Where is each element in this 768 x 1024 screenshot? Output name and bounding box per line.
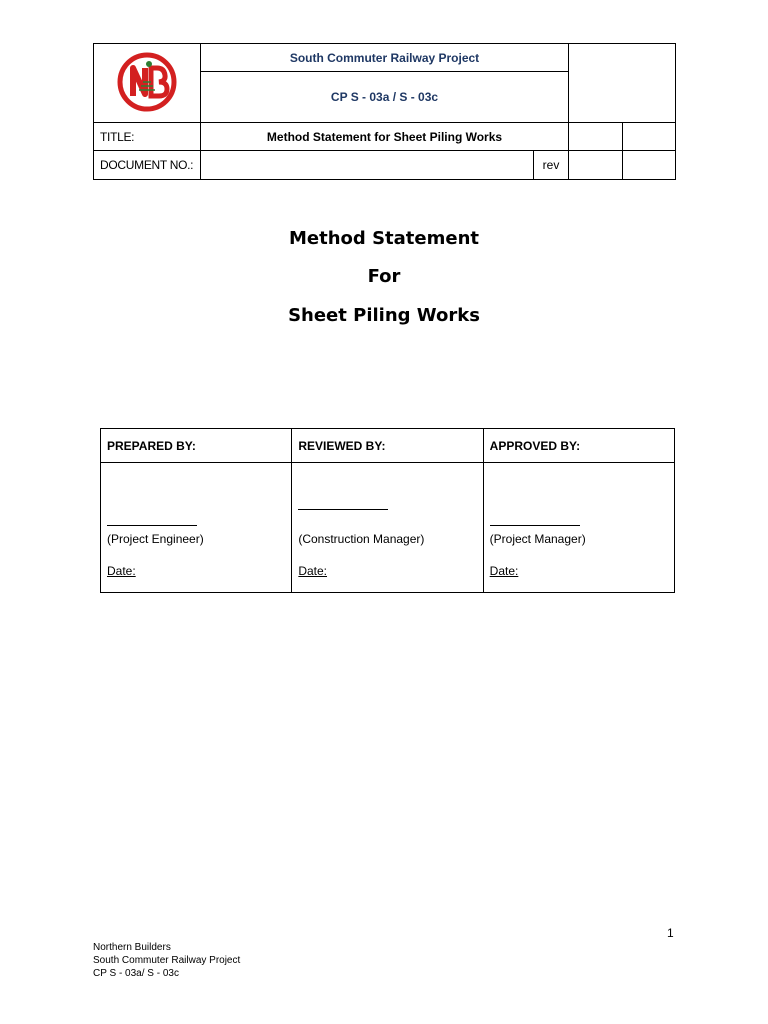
docno-value xyxy=(201,151,534,180)
document-header xyxy=(93,43,675,181)
prepared-cell xyxy=(101,463,292,593)
reviewed-date: Date: xyxy=(298,564,328,578)
title-blank-2 xyxy=(623,123,676,151)
title-blank-1 xyxy=(569,123,623,151)
project-name: South Commuter Railway Project xyxy=(201,44,569,72)
docno-label: DOCUMENT NO.: xyxy=(94,151,201,180)
main-title-line-2: For xyxy=(367,266,401,287)
main-title-line-1: Method Statement xyxy=(289,228,479,249)
approved-role: (Project Manager) xyxy=(489,532,586,546)
reviewed-heading: REVIEWED BY: xyxy=(292,429,483,463)
project-code: CP S - 03a / S - 03c xyxy=(201,72,569,123)
approved-heading: APPROVED BY: xyxy=(483,429,674,463)
title-value: Method Statement for Sheet Piling Works xyxy=(201,123,569,151)
reviewed-role: (Construction Manager) xyxy=(298,532,425,546)
rev-blank-2 xyxy=(623,151,676,180)
approved-cell xyxy=(483,463,674,593)
signoff-table xyxy=(100,428,675,593)
signature-line xyxy=(107,525,197,526)
header-blank-cell xyxy=(569,44,676,123)
reviewed-cell xyxy=(292,463,483,593)
footer-code: CP S - 03a/ S - 03c xyxy=(93,968,179,979)
prepared-role: (Project Engineer) xyxy=(107,532,204,546)
rev-label: rev xyxy=(534,151,569,180)
footer-project: South Commuter Railway Project xyxy=(93,955,241,966)
company-logo xyxy=(94,44,201,123)
prepared-heading: PREPARED BY: xyxy=(101,429,292,463)
nb-logo-icon xyxy=(115,50,179,114)
page-footer xyxy=(93,941,240,980)
prepared-date: Date: xyxy=(107,564,136,578)
signature-line xyxy=(490,525,580,526)
page-number: 1 xyxy=(667,926,674,940)
footer-company: Northern Builders xyxy=(93,942,171,953)
main-title-line-3: Sheet Piling Works xyxy=(288,305,480,326)
title-label: TITLE: xyxy=(94,123,201,151)
approved-date: Date: xyxy=(489,564,519,578)
rev-blank-1 xyxy=(569,151,623,180)
